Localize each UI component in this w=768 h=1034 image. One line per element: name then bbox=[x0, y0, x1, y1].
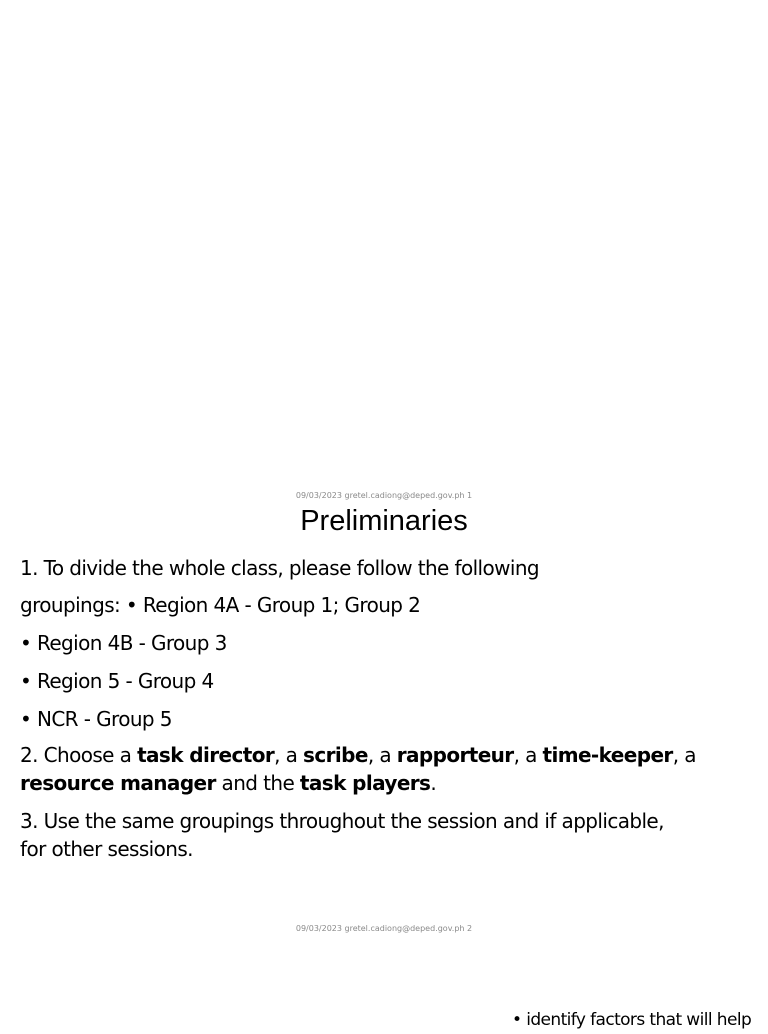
instruction-3-line-2: for other sessions. bbox=[20, 837, 193, 861]
grouping-region-4b: • Region 4B - Group 3 bbox=[20, 631, 227, 655]
role-rapporteur: rapporteur bbox=[396, 743, 514, 767]
role-time-keeper: time-keeper bbox=[542, 743, 673, 767]
instruction-2-text: 2. Choose a bbox=[20, 743, 138, 767]
role-task-director: task director bbox=[137, 743, 275, 767]
instruction-2-text: . bbox=[430, 771, 437, 795]
page-footer-1: 09/03/2023 gretel.cadiong@deped.gov.ph 1 bbox=[295, 491, 473, 500]
next-slide-bullet: • identify factors that will help bbox=[512, 1010, 752, 1030]
instruction-2-line-2 bbox=[20, 769, 436, 797]
instruction-2-line-1 bbox=[20, 741, 696, 769]
instruction-2-text: , a bbox=[513, 743, 543, 767]
role-scribe: scribe bbox=[303, 743, 368, 767]
grouping-region-5: • Region 5 - Group 4 bbox=[20, 669, 214, 693]
instruction-2-text: and the bbox=[215, 771, 300, 795]
instruction-1-line-1: 1. To divide the whole class, please follow the following bbox=[20, 556, 540, 580]
slide-title: Preliminaries bbox=[300, 505, 468, 537]
page-footer-2: 09/03/2023 gretel.cadiong@deped.gov.ph 2 bbox=[295, 924, 473, 933]
instruction-2-text: , a bbox=[274, 743, 304, 767]
instruction-3-line-1: 3. Use the same groupings throughout the session and if applicable, bbox=[20, 809, 664, 833]
role-task-players: task players bbox=[299, 771, 431, 795]
instruction-2-text: , a bbox=[367, 743, 397, 767]
grouping-ncr: • NCR - Group 5 bbox=[20, 707, 172, 731]
instruction-1-line-2: groupings: • Region 4A - Group 1; Group 2 bbox=[20, 593, 421, 617]
role-resource-manager: resource manager bbox=[20, 771, 216, 795]
instruction-2-text: , a bbox=[672, 743, 696, 767]
